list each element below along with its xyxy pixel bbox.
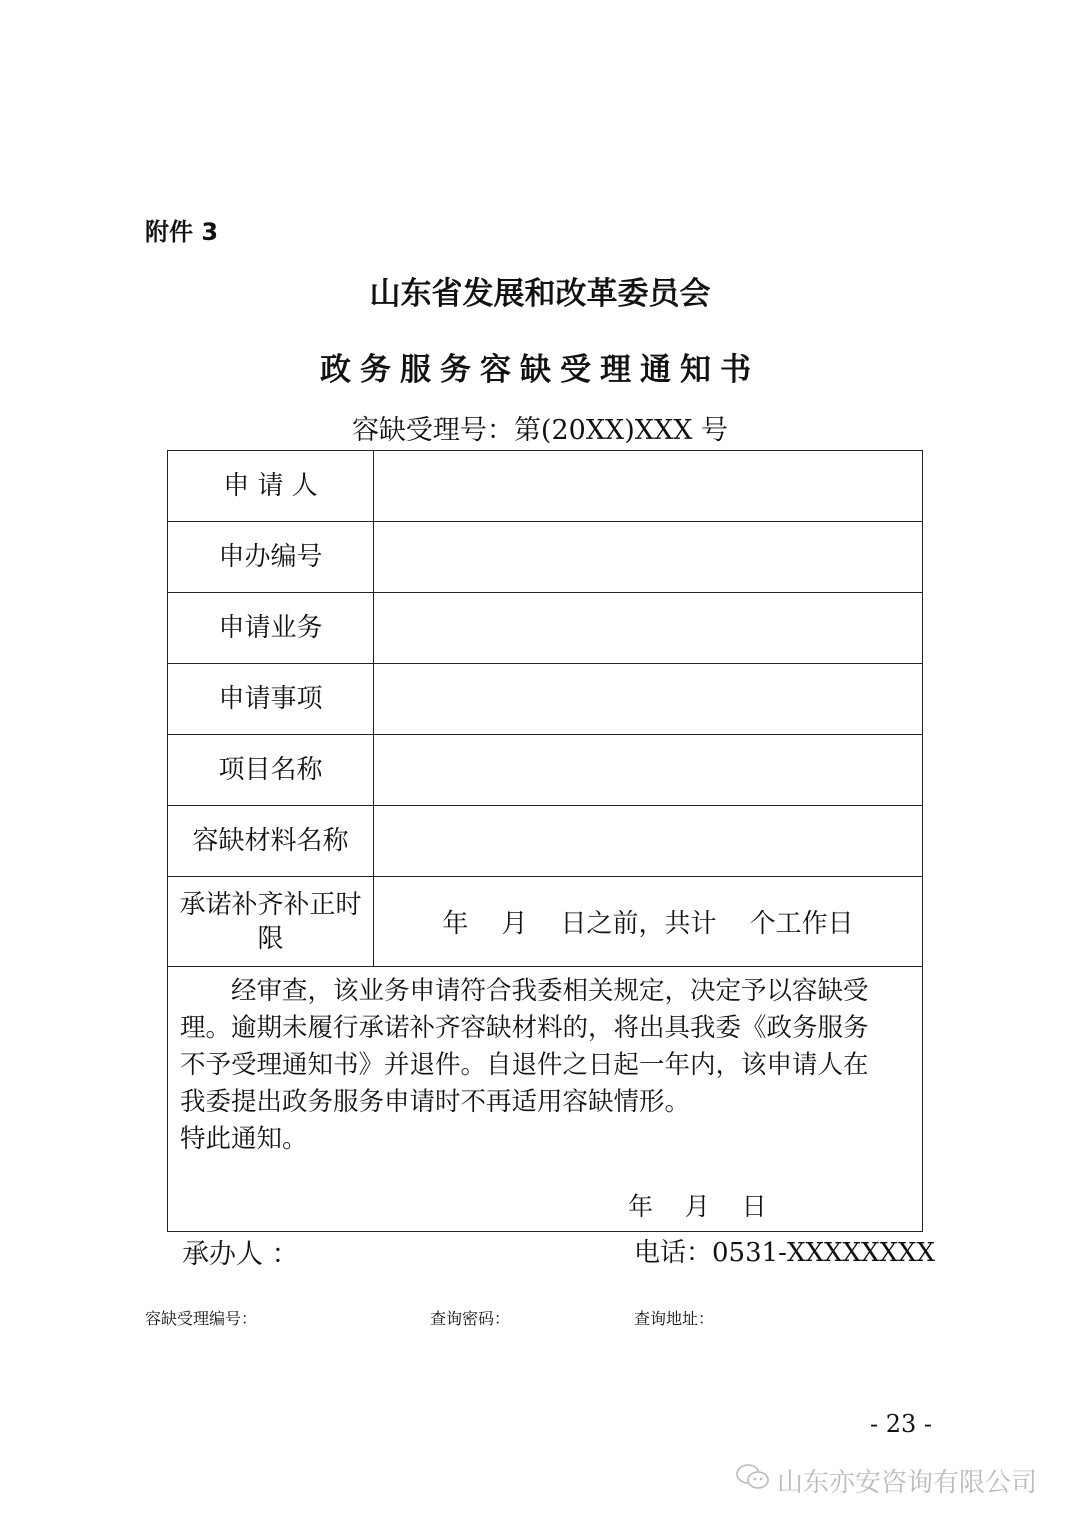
wechat-icon (735, 1462, 771, 1499)
notice-text (168, 967, 923, 1232)
table-row (168, 967, 923, 1232)
handler-label: 承办人 ： (182, 1239, 299, 1270)
watermark-text: 山东亦安咨询有限公司 (777, 1468, 1038, 1498)
notice-line: 我委提出政务服务申请时不再适用容缺情形。 (180, 1087, 691, 1117)
document-title-org: 山东省发展和改革委员会 (369, 276, 711, 312)
field-value (374, 593, 923, 664)
field-value (374, 522, 923, 593)
watermark (735, 1462, 1037, 1499)
signature-date: 年 月 日 (628, 1192, 767, 1221)
table-row (168, 664, 923, 735)
table-row (168, 451, 923, 522)
acceptance-number: 容缺受理号：第(20XX)XXX 号 (351, 415, 729, 446)
table-row (168, 877, 923, 967)
document-title: 政务服务容缺受理通知书 (320, 352, 760, 388)
notice-line: 经审查，该业务申请符合我委相关规定，决定予以容缺受 (180, 976, 869, 1006)
table-row (168, 593, 923, 664)
page-number: - 23 - (870, 1410, 933, 1438)
table-row (168, 522, 923, 593)
notice-form-table (167, 450, 923, 1232)
field-label: 容缺材料名称 (168, 806, 374, 877)
table-row (168, 806, 923, 877)
field-label: 申请事项 (168, 664, 374, 735)
notice-line: 理。逾期未履行承诺补齐容缺材料的，将出具我委《政务服务 (180, 1013, 869, 1043)
field-label: 申 请 人 (168, 451, 374, 522)
field-label: 项目名称 (168, 735, 374, 806)
field-value (374, 735, 923, 806)
field-value (374, 806, 923, 877)
phone-number: 电话：0531-XXXXXXXX (634, 1238, 936, 1268)
field-label: 申请业务 (168, 593, 374, 664)
footer-query-address: 查询地址： (634, 1309, 715, 1328)
deadline-label: 承诺补齐补正时限 (168, 877, 374, 967)
notice-line: 特此通知。 (180, 1124, 308, 1154)
notice-line: 不予受理通知书》并退件。自退件之日起一年内，该申请人在 (180, 1050, 869, 1080)
field-label: 申办编号 (168, 522, 374, 593)
deadline-value: 年 月 日之前，共计 个工作日 (374, 877, 923, 967)
field-value (374, 664, 923, 735)
footer-acceptance-code: 容缺受理编号： (145, 1309, 258, 1328)
footer-query-password: 查询密码： (430, 1309, 511, 1328)
attachment-label: 附件 3 (145, 218, 219, 246)
field-value (374, 451, 923, 522)
table-row (168, 735, 923, 806)
